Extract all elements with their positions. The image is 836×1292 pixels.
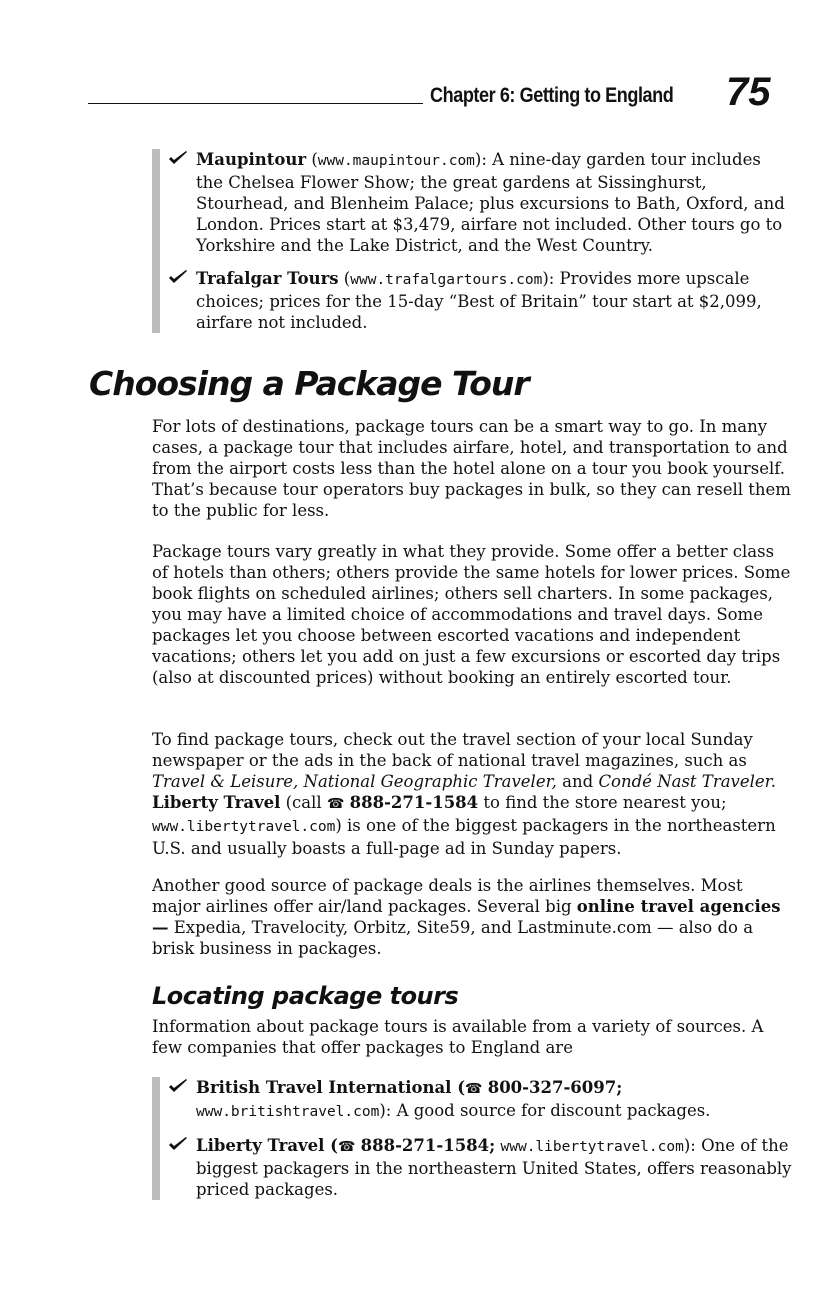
bottom-company-list [152, 1077, 792, 1200]
checkmark-icon [168, 1137, 188, 1151]
paragraph-intro: For lots of destinations, package tours can be a smart way to go. In many cases, a package tour that includes airfare, hotel, and transportation to and from the airport costs less than the hotel alone on a tour you book yourself. That’s because tour operators buy packages in bulk, so they can resell them to the public for less. [152, 417, 791, 520]
tour-operator-url[interactable]: www.trafalgartours.com [350, 272, 543, 288]
phone-icon: ☎ [465, 1081, 483, 1097]
subsection-title: Locating package tours [152, 982, 459, 1010]
paragraph-locating: Information about package tours is available from a variety of sources. A few companies that offer packages to England are [152, 1017, 764, 1057]
phone-number: 888-271-1584; [360, 1136, 496, 1155]
liberty-travel-url[interactable]: www.libertytravel.com [152, 819, 336, 835]
phone-icon: ☎ [326, 796, 345, 812]
company-name: Liberty Travel [196, 1136, 325, 1155]
header-rule [88, 103, 423, 104]
checkmark-icon [168, 151, 188, 165]
page-number: 75 [726, 70, 771, 114]
paragraph-package-types: Package tours vary greatly in what they provide. Some offer a better class of hotels than others; others provide the same hotels for lower prices. Some book flights on scheduled airlines; others sell charters. In some packages, you may have a limited choice of accommodations and travel days. Some packages let you choose between escorted vacations and independent vacations; others let you add on just a few excursions or escorted day trips (also at discounted prices) without booking an entirely escorted tour. [152, 542, 791, 687]
checkmark-icon [168, 270, 188, 284]
company-url[interactable]: www.libertytravel.com [500, 1139, 684, 1155]
list-item: Maupintour (www.maupintour.com): A nine-day garden tour includes the Chelsea Flower Show; the great gardens at Sissinghurst, Stourhead, and Blenheim Palace; plus excursions to Bath, Oxford, and London. Prices start at $3,479, airfare not included. Other tours go to Yorkshire and the Lake District, and the West Country. [152, 149, 792, 256]
list-item: Liberty Travel (☎ 888-271-1584; www.libertytravel.com): One of the biggest packagers in the northeastern United States, offers reasonably priced packages. [152, 1135, 792, 1200]
checkmark-icon [168, 1079, 188, 1093]
list-item: British Travel International (☎ 800-327-6097; www.britishtravel.com): A good source for discount packages. [152, 1077, 792, 1123]
top-tour-list [152, 149, 792, 333]
company-name: British Travel International [196, 1078, 452, 1097]
phone-number: 800-327-6097; [487, 1078, 623, 1097]
paragraph-finding-tours: To find package tours, check out the travel section of your local Sunday newspaper or the ads in the back of national travel magazines, such as Travel & Leisure, National Geographic Traveler, and Condé Nast Traveler. Liberty Travel (call ☎ 888-271-1584 to find the store nearest you; www.libertytravel.com) is one of the biggest packagers in the northeastern U.S. and usually boasts a full-page ad in Sunday papers. [152, 730, 776, 858]
tour-operator-name: Maupintour [196, 150, 307, 169]
phone-number: 888-271-1584 [349, 793, 479, 812]
phone-icon: ☎ [337, 1139, 356, 1155]
liberty-travel-name: Liberty Travel [152, 793, 281, 812]
paragraph-airlines: Another good source of package deals is the airlines themselves. Most major airlines offer air/land packages. Several big online travel agencies — Expedia, Travelocity, Orbitz, Site59, and Lastminute.com — also do a brisk business in packages. [152, 876, 781, 958]
tour-operator-name: Trafalgar Tours [196, 269, 339, 288]
company-url[interactable]: www.britishtravel.com [196, 1104, 380, 1120]
list-item: Trafalgar Tours (www.trafalgartours.com): Provides more upscale choices; prices for the 15-day “Best of Britain” tour start at $2,099, airfare not included. [152, 268, 792, 333]
chapter-title: Chapter 6: Getting to England [430, 84, 674, 107]
tour-operator-url[interactable]: www.maupintour.com [317, 153, 475, 169]
section-title: Choosing a Package Tour [89, 364, 529, 403]
